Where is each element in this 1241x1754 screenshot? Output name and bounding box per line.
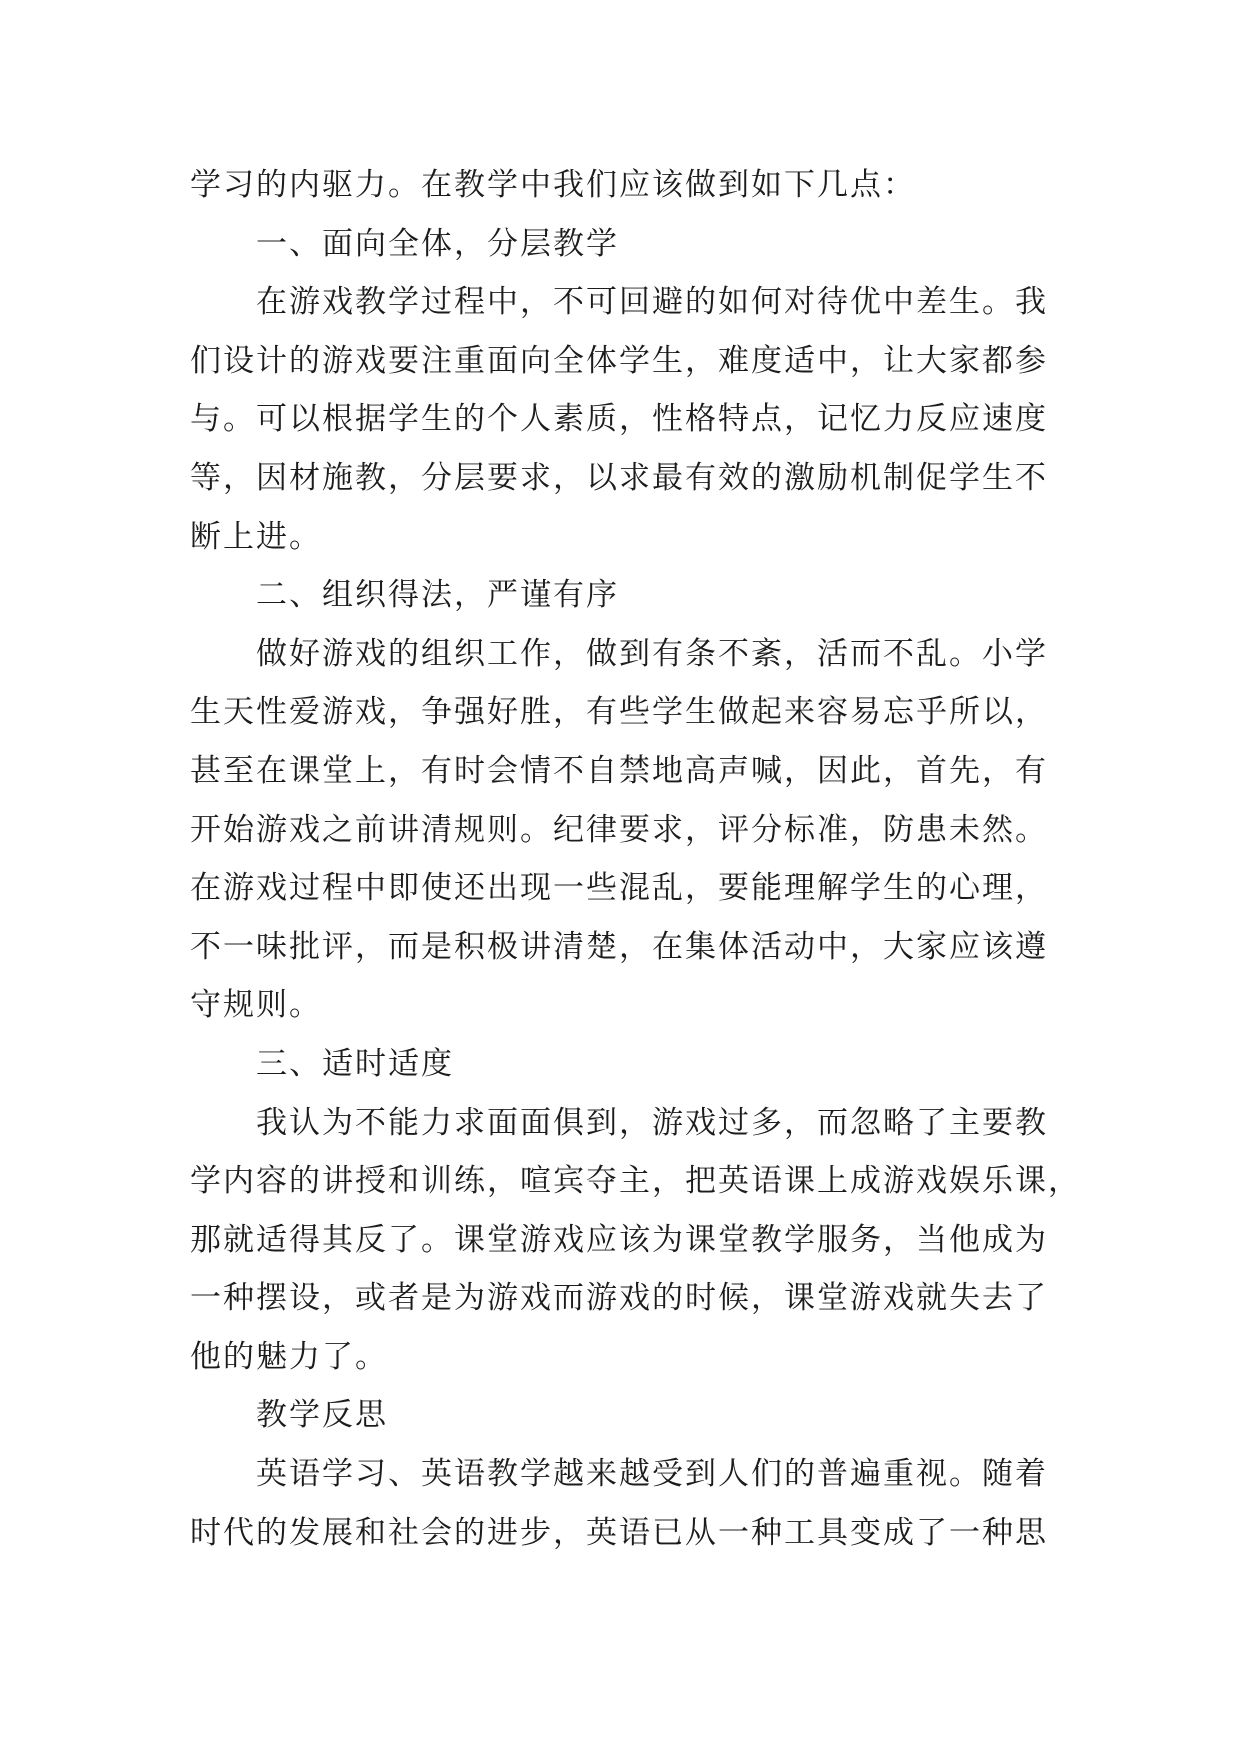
body-line: 时代的发展和社会的进步，英语已从一种工具变成了一种思 bbox=[190, 1514, 1048, 1551]
section-heading: 三、适时适度 bbox=[256, 1045, 454, 1082]
body-line: 英语学习、英语教学越来越受到人们的普遍重视。随着 bbox=[256, 1456, 1048, 1493]
section-heading: 教学反思 bbox=[256, 1397, 388, 1434]
body-line: 我认为不能力求面面俱到，游戏过多，而忽略了主要教 bbox=[256, 1104, 1048, 1141]
body-line: 做好游戏的组织工作，做到有条不紊，活而不乱。小学 bbox=[256, 635, 1048, 672]
document-body bbox=[190, 156, 1081, 1562]
body-line: 学内容的讲授和训练，喧宾夺主，把英语课上成游戏娱乐课， bbox=[190, 1163, 1081, 1200]
body-line: 生天性爱游戏，争强好胜，有些学生做起来容易忘乎所以， bbox=[190, 694, 1048, 731]
body-line: 在游戏过程中即使还出现一些混乱，要能理解学生的心理， bbox=[190, 870, 1048, 907]
body-line: 在游戏教学过程中，不可回避的如何对待优中差生。我 bbox=[256, 284, 1048, 321]
body-line: 与。可以根据学生的个人素质，性格特点，记忆力反应速度 bbox=[190, 401, 1048, 438]
body-line: 甚至在课堂上，有时会情不自禁地高声喊，因此，首先，有 bbox=[190, 752, 1048, 789]
body-line: 守规则。 bbox=[190, 987, 322, 1024]
body-line: 一种摆设，或者是为游戏而游戏的时候，课堂游戏就失去了 bbox=[190, 1280, 1048, 1317]
body-line: 等，因材施教，分层要求，以求最有效的激励机制促学生不 bbox=[190, 459, 1048, 496]
body-line: 那就适得其反了。课堂游戏应该为课堂教学服务，当他成为 bbox=[190, 1221, 1048, 1258]
section-heading: 二、组织得法，严谨有序 bbox=[256, 577, 619, 614]
body-line: 断上进。 bbox=[190, 518, 322, 555]
body-line: 他的魅力了。 bbox=[190, 1338, 388, 1375]
body-line: 开始游戏之前讲清规则。纪律要求，评分标准，防患未然。 bbox=[190, 811, 1048, 848]
body-line: 学习的内驱力。在教学中我们应该做到如下几点： bbox=[190, 167, 916, 203]
body-line: 们设计的游戏要注重面向全体学生，难度适中，让大家都参 bbox=[190, 342, 1048, 379]
body-line: 不一味批评，而是积极讲清楚，在集体活动中，大家应该遵 bbox=[190, 928, 1048, 965]
section-heading: 一、面向全体，分层教学 bbox=[256, 225, 619, 262]
